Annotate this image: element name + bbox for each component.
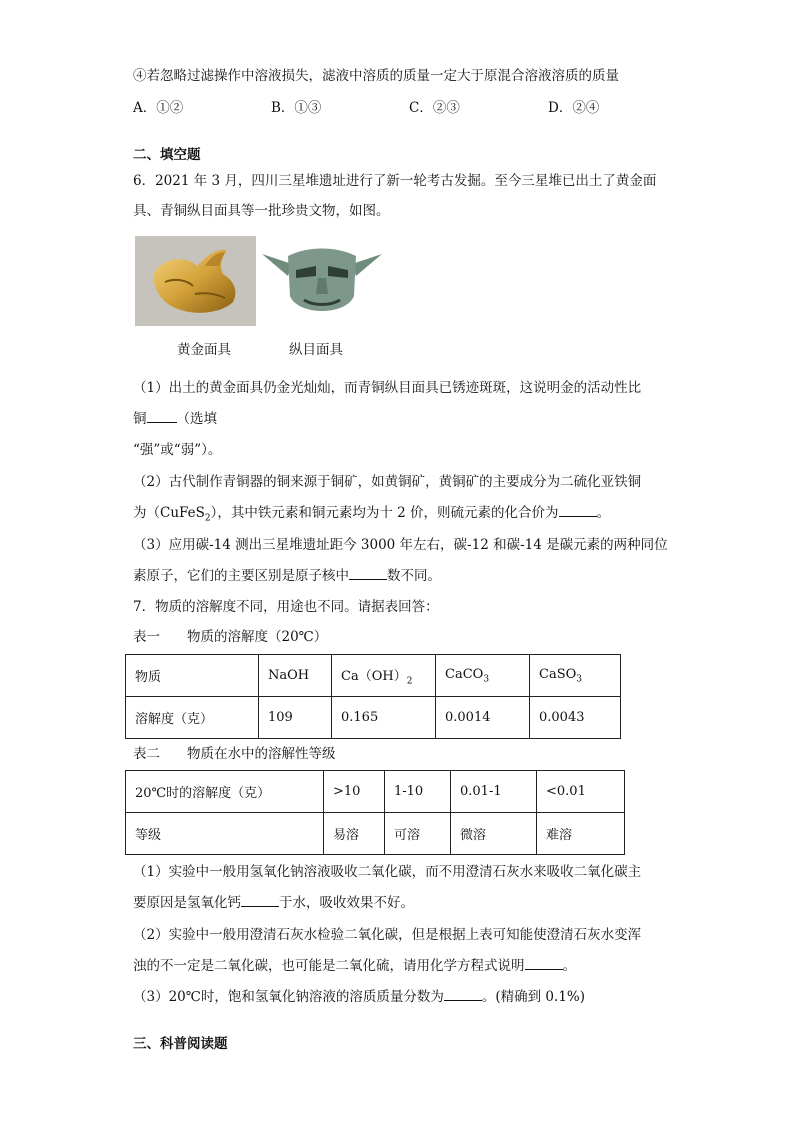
q6-part1-text-b: （选填 [176,411,217,427]
answer-blank [147,410,177,423]
q6-part2-text-a: 为（CuFeS [133,505,205,521]
q6-part1-line2 [133,409,217,429]
q7-part2-line1: （2）实验中一般用澄清石灰水检验二氧化碳，但是根据上表可知能使澄清石灰水变浑 [133,927,642,943]
q6-intro-line2: 具、青铜纵目面具等一批珍贵文物，如图。 [133,203,390,219]
answer-blank [559,504,597,517]
table-row [126,813,625,855]
q7-part3-text-a: （3）20℃时，饱和氢氧化钠溶液的溶质质量分数为 [133,989,444,1005]
answer-blank [525,957,563,970]
table-cell [436,655,530,697]
q6-part3-line2 [133,566,441,586]
q7-part3-text-b: 。(精确到 0.1%) [481,989,585,1005]
q6-part2-text-c: 。 [596,505,611,521]
q6-part3-text-b: 数不同。 [387,568,441,584]
q6-part2-text-b: ），其中铁元素和铜元素均为十 2 价，则硫元素的化合价为 [210,505,559,521]
table-cell [530,655,621,697]
solubility-table [125,654,621,739]
table-cell: 难溶 [537,813,625,855]
q5-option-a: A．①② [133,100,184,116]
table-cell: 0.0043 [530,697,621,739]
q6-part3-text-a: 素原子，它们的主要区别是原子核中 [133,568,349,584]
q6-intro-line1: 6．2021 年 3 月，四川三星堆遗址进行了新一轮考古发掘。至今三星堆已出土了黄金面 [133,173,657,189]
table-cell: 0.01-1 [451,771,537,813]
q6-part1-line1: （1）出土的黄金面具仍金光灿灿，而青铜纵目面具已锈迹斑斑，这说明金的活动性比 [133,380,642,396]
table-row [126,771,625,813]
q5-option-d: D．②④ [548,100,600,116]
table1-caption: 表一 物质的溶解度（20℃） [133,629,328,645]
section-title-fill-blank: 二、填空题 [133,147,201,163]
table-cell: 0.165 [332,697,436,739]
q7-part1-text-b: 于水，吸收效果不好。 [279,895,414,911]
q6-part1-line3: “强”或“弱”）。 [133,442,222,458]
table2-caption: 表二 物质在水中的溶解性等级 [133,746,336,762]
table-cell: 1-10 [385,771,451,813]
table-cell: 易溶 [324,813,385,855]
q7-part3-line [133,987,585,1007]
q7-part2-text-a: 浊的不一定是二氧化碳，也可能是二氧化硫，请用化学方程式说明 [133,958,525,974]
answer-blank [241,894,279,907]
table-cell [332,655,436,697]
solubility-grade-table [125,770,625,855]
table-cell: 微溶 [451,813,537,855]
q6-part2-subscript: 2 [204,513,211,524]
table-cell: <0.01 [537,771,625,813]
table-row [126,697,621,739]
q7-part1-text-a: 要原因是氢氧化钙 [133,895,241,911]
q6-part2-line2 [133,503,610,529]
bronze-mask-photo [258,236,386,326]
table-cell: 0.0014 [436,697,530,739]
q5-item-4: ④若忽略过滤操作中溶液损失，滤液中溶质的质量一定大于原混合溶液溶质的质量 [133,68,619,84]
table-cell: NaOH [259,655,332,697]
q5-option-c: C．②③ [409,100,460,116]
q7-part2-text-b: 。 [562,958,576,974]
caption-gold-mask: 黄金面具 [177,342,231,358]
q6-part3-line1: （3）应用碳-14 测出三星堆遗址距今 3000 年左右，碳-12 和碳-14 是碳元素的两种同位 [133,537,668,553]
table-cell: 物质 [126,655,259,697]
q6-part1-text-a: 铜 [133,411,147,427]
formula-text: Ca（OH） [341,668,407,684]
gold-mask-photo [135,236,256,326]
table-row [126,655,621,697]
formula-subscript: 2 [406,676,413,687]
formula-text: CaCO [445,666,484,682]
table-cell: 109 [259,697,332,739]
q7-intro: 7．物质的溶解度不同，用途也不同。请据表回答： [133,599,439,615]
q7-part1-line2 [133,893,414,913]
answer-blank [444,988,482,1001]
table-cell: 溶解度（克） [126,697,259,739]
q5-option-b: B．①③ [271,100,322,116]
q6-part2-line1: （2）古代制作青铜器的铜来源于铜矿，如黄铜矿，黄铜矿的主要成分为二硫化亚铁铜 [133,474,642,490]
formula-subscript: 3 [576,674,582,685]
table-cell: 20℃时的溶解度（克） [126,771,324,813]
q7-part2-line2 [133,956,576,976]
formula-subscript: 3 [483,674,490,685]
bronze-mask-icon [258,236,386,326]
table-cell: >10 [324,771,385,813]
table-cell: 等级 [126,813,324,855]
table-cell: 可溶 [385,813,451,855]
q7-part1-line1: （1）实验中一般用氢氧化钠溶液吸收二氧化碳，而不用澄清石灰水来吸收二氧化碳主 [133,864,642,880]
answer-blank [349,567,387,580]
gold-mask-icon [135,236,256,326]
section-title-reading: 三、科普阅读题 [133,1036,228,1052]
formula-text: CaSO [539,666,577,682]
caption-bronze-mask: 纵目面具 [289,342,343,358]
